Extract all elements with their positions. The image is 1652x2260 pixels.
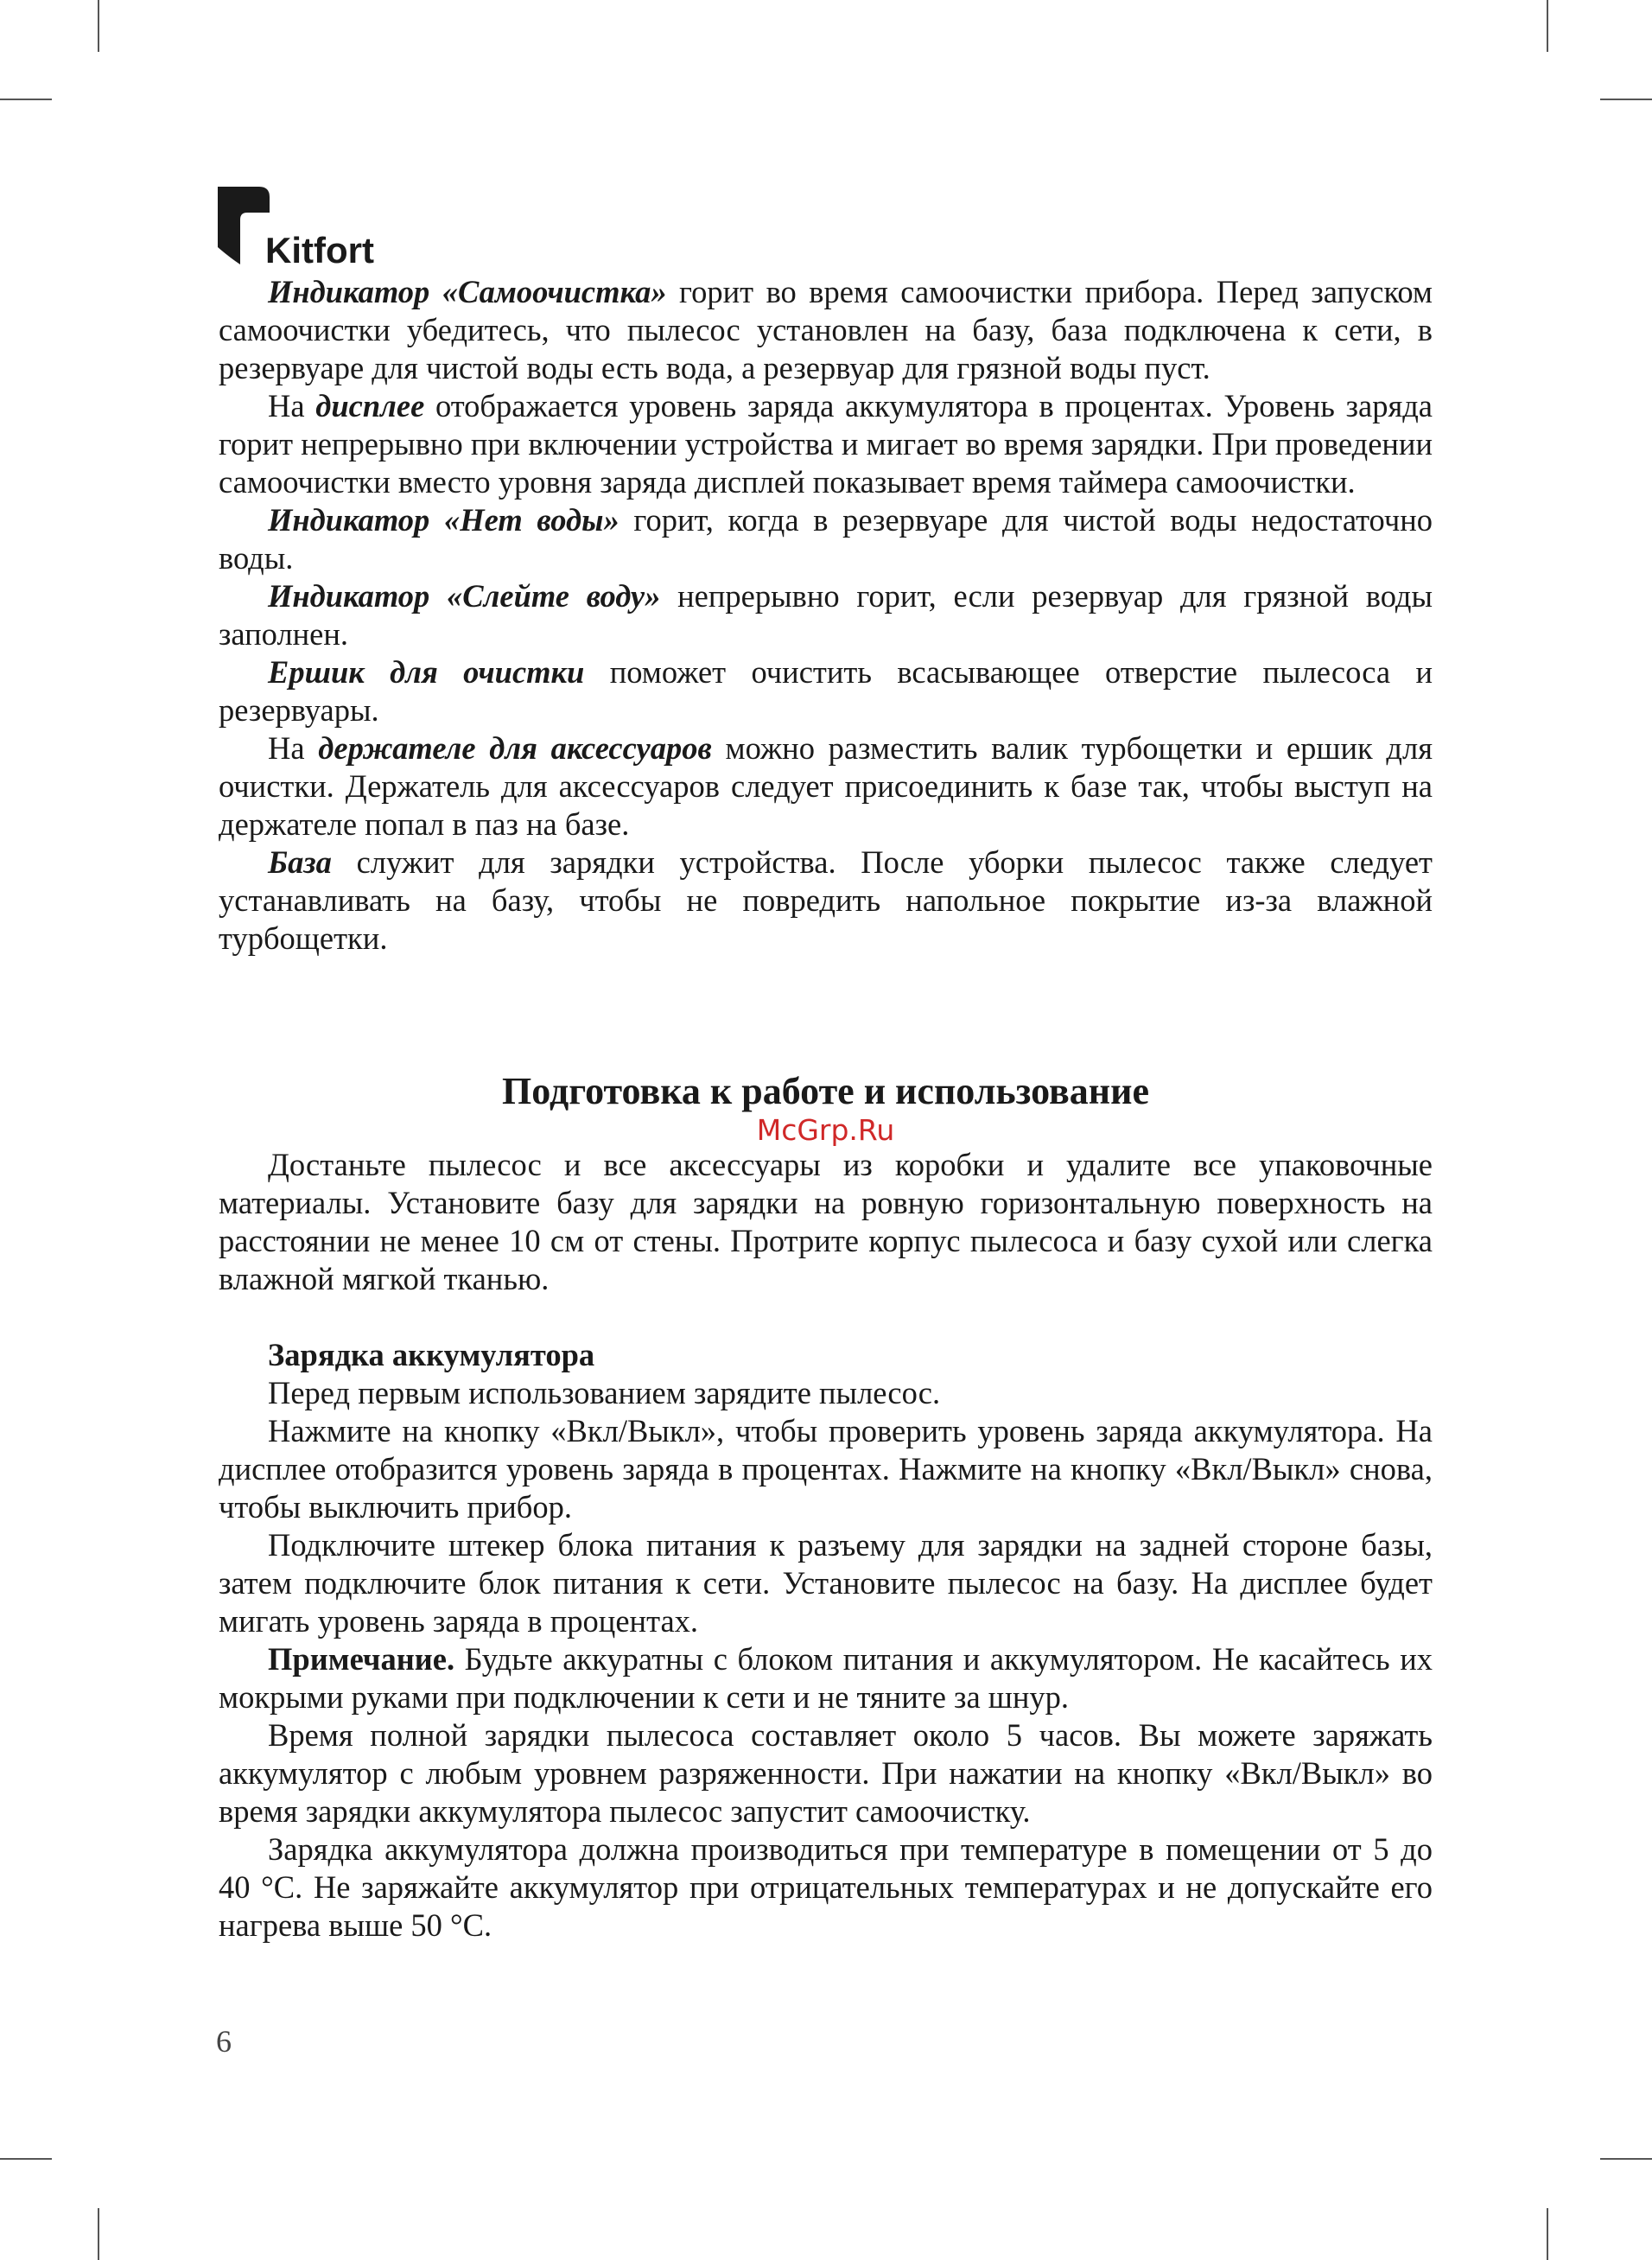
crop-mark (1600, 2158, 1652, 2160)
intro-text (219, 273, 1433, 958)
crop-mark (0, 99, 52, 100)
crop-mark (1547, 0, 1548, 52)
page-number: 6 (216, 2024, 232, 2059)
section-title: Подготовка к работе и использование (502, 1070, 1149, 1112)
paragraph: Перед первым использованием зарядите пылесос. (268, 1375, 941, 1410)
subheading: Зарядка аккумулятора (268, 1337, 595, 1372)
paragraph: На дисплее отображается уровень заряда аккумулятора в процентах. Уровень заряда горит непрерывно при включении устройства и мигает во время зарядки. При проведении самоочистки вместо уровня заряда дисплей показывает время таймера самоочистки. (219, 388, 1433, 500)
paragraph: Индикатор «Слейте воду» непрерывно горит, если резервуар для грязной воды заполнен. (219, 578, 1433, 652)
paragraph: Подключите штекер блока питания к разъему для зарядки на задней стороне базы, затем подключите блок питания к сети. Установите пылесос на базу. На дисплее будет мигать уровень заряда в процентах. (219, 1527, 1433, 1639)
paragraph: Нажмите на кнопку «Вкл/Выкл», чтобы проверить уровень заряда аккумулятора. На дисплее отобразится уровень заряда в процентах. Нажмите на кнопку «Вкл/Выкл» снова, чтобы выключить прибор. (219, 1413, 1433, 1525)
watermark[interactable]: McGrp.Ru (756, 1113, 895, 1147)
section-body (219, 1146, 1433, 1945)
paragraph: Зарядка аккумулятора должна производиться при температуре в помещении от 5 до 40 °C. Не заряжайте аккумулятор при отрицательных температурах и не допускайте его нагрева выше 50 °C. (219, 1831, 1433, 1943)
crop-mark (1547, 2208, 1548, 2260)
note-paragraph: Примечание. Будьте аккуратны с блоком питания и аккумулятором. Не касайтесь их мокрыми руками при подключении к сети и не тяните за шнур. (219, 1641, 1433, 1715)
paragraph: Время полной зарядки пылесоса составляет около 5 часов. Вы можете заряжать аккумулятор с любым уровнем разряженности. При нажатии на кнопку «Вкл/Выкл» во время зарядки аккумулятора пылесос запустит самоочистку. (219, 1717, 1433, 1829)
brand-name: Kitfort (265, 230, 374, 271)
paragraph: Индикатор «Нет воды» горит, когда в резервуаре для чистой воды недостаточно воды. (219, 502, 1433, 576)
brand-logo-icon (216, 187, 270, 270)
paragraph: На держателе для аксессуаров можно разместить валик турбощетки и ершик для очистки. Держатель для аксессуаров следует присоединить к базе так, чтобы выступ на держателе попал в паз на базе. (219, 730, 1433, 842)
crop-mark (98, 0, 99, 52)
paragraph: База служит для зарядки устройства. После уборки пылесос также следует устанавливать на базу, чтобы не повредить напольное покрытие из-за влажной турбощетки. (219, 844, 1433, 956)
crop-mark (98, 2208, 99, 2260)
paragraph: Индикатор «Самоочистка» горит во время самоочистки прибора. Перед запуском самоочистки убедитесь, что пылесос установлен на базу, база подключена к сети, в резервуаре для чистой воды есть вода, а резервуар для грязной воды пуст. (219, 274, 1433, 385)
crop-mark (1600, 99, 1652, 100)
crop-mark (0, 2158, 52, 2160)
paragraph: Ершик для очистки поможет очистить всасывающее отверстие пылесоса и резервуары. (219, 654, 1433, 728)
note-label: Примечание. (268, 1641, 455, 1677)
paragraph: Достаньте пылесос и все аксессуары из коробки и удалите все упаковочные материалы. Установите базу для зарядки на ровную горизонтальную поверхность на расстоянии не менее 10 см от стены. Протрите корпус пылесоса и базу сухой или слегка влажной мягкой тканью. (219, 1147, 1433, 1296)
